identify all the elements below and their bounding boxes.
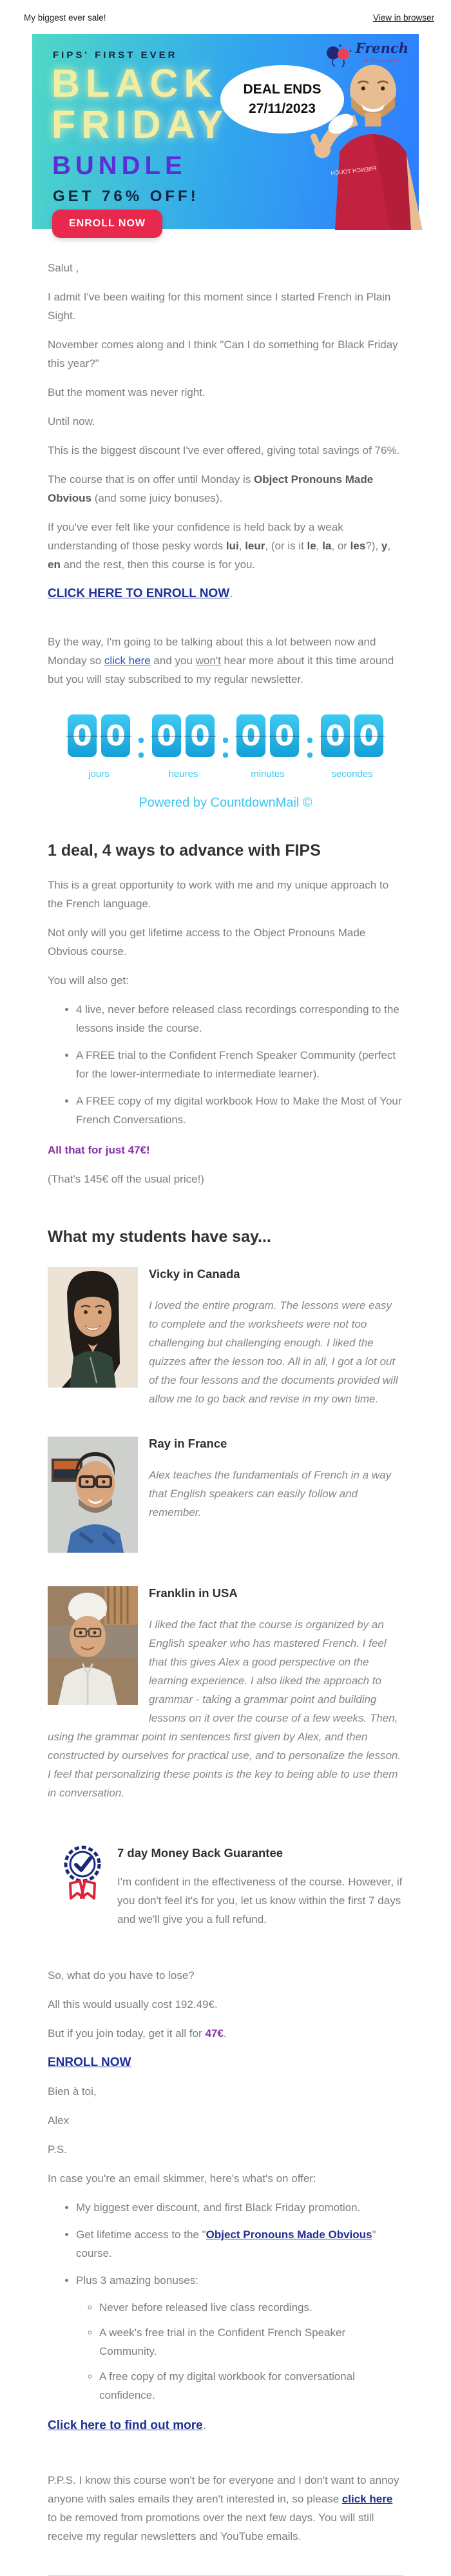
flip-digit: 0 [236, 714, 265, 757]
text-span: The course that is on offer until Monday is [48, 473, 254, 486]
flip-digit: 0 [101, 714, 130, 757]
signoff-name [48, 2111, 403, 2130]
text-span: P.P.S. I know this course won't be for everyone and I don't want to annoy anyone with sales emails they aren't interested in, so please [48, 2474, 399, 2505]
paragraph [48, 518, 403, 574]
text-span: But the moment was never right. [48, 386, 206, 398]
deal-ends-bubble [220, 65, 344, 133]
countdown-minutes [236, 714, 299, 783]
text-span: In case you're an email skimmer, here's what's on offer: [48, 2172, 316, 2185]
text-span: hear more about it this time around but you will stay subscribed to my regular newsletter. [48, 654, 394, 685]
testimonial-vicky [48, 1264, 403, 1408]
text-span: les [350, 540, 366, 552]
countdown-label: jours [88, 769, 110, 780]
brand-tagline: IN PLAIN SIGHT [363, 59, 400, 63]
text-span: So, what do you have to lose? [48, 1969, 195, 1981]
money-back-badge-icon [62, 1845, 102, 1904]
text-span: By the way, I'm going to be talking about this a lot between now and Monday so [48, 636, 376, 667]
flip-digit: 0 [152, 714, 181, 757]
bonus-sub-list [76, 2298, 403, 2404]
banner-title [52, 63, 229, 145]
testimonials-heading: What my students have say... [48, 1228, 271, 1246]
brand-logo [325, 42, 408, 69]
list-item [76, 2198, 403, 2217]
paragraph [48, 335, 403, 373]
price-line: All that for just 47€! [48, 1144, 150, 1156]
text-span: All this would usually cost 192.49€. [48, 1998, 218, 2011]
text-span: . [202, 2419, 206, 2432]
ray-photo [48, 1437, 138, 1553]
colon-separator [307, 738, 312, 758]
guarantee-text-wrap [117, 1844, 403, 1929]
paragraph [48, 288, 403, 325]
letter-content [32, 259, 419, 2576]
text-span: Plus 3 amazing bonuses: [76, 2274, 198, 2286]
text-span: Alex [48, 2114, 70, 2127]
franklin-photo [48, 1586, 138, 1705]
text-span: November comes along and I think "Can I do something for Black Friday this year?" [48, 339, 398, 369]
preheader-text: My biggest ever sale! [24, 13, 106, 23]
paragraph [48, 2024, 403, 2043]
countdown-seconds [321, 714, 383, 783]
text-span: 47€ [205, 2027, 224, 2040]
countdown-days [68, 714, 130, 783]
course-link[interactable]: Object Pronouns Made Obvious [206, 2228, 372, 2241]
text-span: (and some juicy bonuses). [91, 492, 223, 504]
cta-paragraph [48, 2416, 403, 2435]
paragraph [48, 1966, 403, 1985]
countdown-label: secondes [331, 769, 373, 780]
text-span: Salut , [48, 262, 79, 274]
colon-separator [223, 738, 228, 758]
countdown-label: heures [168, 769, 198, 780]
text-span: Get lifetime access to the " [76, 2228, 206, 2241]
paragraph [48, 470, 403, 507]
text-span: . [229, 587, 233, 600]
opt-out-link[interactable]: click here [104, 654, 151, 667]
text-span: le [307, 540, 316, 552]
banner-enroll-button[interactable]: ENROLL NOW [52, 210, 162, 238]
paragraph [48, 2169, 403, 2188]
text-span: , (or is it [265, 540, 307, 552]
text-span: , [387, 540, 391, 552]
flip-digit: 0 [186, 714, 215, 757]
enroll-now-link[interactable]: CLICK HERE TO ENROLL NOW [48, 587, 230, 600]
email-body [32, 34, 419, 2576]
pps-paragraph [48, 2471, 403, 2546]
testimonial-franklin [48, 1584, 403, 1802]
list-item: • 4 live, never before released class recordings corresponding to the lessons inside the course. [76, 1000, 403, 1037]
list-item: • A FREE trial to the Confident French Speaker Community (perfect for the lower-intermediate to intermediate learner). [76, 1046, 403, 1083]
text-span: ?), [365, 540, 381, 552]
brand-logo-text [356, 42, 408, 68]
testimonial-name: Franklin in USA [149, 1586, 238, 1600]
list-item: • A FREE copy of my digital workbook How to Make the Most of Your French Conversations. [76, 1092, 403, 1129]
bubble-line1: DEAL ENDS [243, 82, 321, 97]
find-out-more-link[interactable]: Click here to find out more [48, 2419, 203, 2432]
text-span: lui [225, 540, 239, 552]
paragraph [48, 383, 403, 402]
paragraph [48, 923, 403, 961]
banner-eyebrow: FIPS' FIRST EVER [53, 50, 178, 61]
text-span: . [223, 2027, 227, 2040]
banner-discount: GET 76% OFF! [53, 188, 199, 205]
greeting [48, 259, 403, 277]
guarantee-text: I'm confident in the effectiveness of the course. However, if you don't feel it's for you, let us know within the first 7 days and we'll give you a full refund. [117, 1876, 403, 1925]
list-item: ◦ A free copy of my digital workbook for conversational confidence. [99, 2367, 403, 2404]
offer-bullet-list [48, 1000, 403, 1129]
vicky-photo [48, 1267, 138, 1388]
countdown-powered-by: Powered by CountdownMail © [139, 796, 312, 810]
text-span: My biggest ever discount, and first Black Friday promotion. [76, 2201, 361, 2214]
text-span: I admit I've been waiting for this moment since I started French in Plain Sight. [48, 291, 391, 322]
hero-banner [32, 34, 419, 229]
text-span: and the rest, then this course is for you. [60, 558, 256, 571]
flip-digit: 0 [270, 714, 299, 757]
brand-name: French [355, 40, 408, 56]
list-item: ◦ Never before released live class recordings. [99, 2298, 403, 2317]
text-span: Not only will you get lifetime access to the Object Pronouns Made Obvious course. [48, 927, 366, 958]
svg-text:FRENCH TOUCH: FRENCH TOUCH [331, 165, 377, 177]
paragraph [48, 441, 403, 460]
countdown-hours [152, 714, 215, 783]
banner-title-line2: FRIDAY [52, 103, 229, 146]
guarantee-icon-wrap [48, 1845, 117, 1910]
list-item: ◦ A week's free trial in the Confident French Speaker Community. [99, 2323, 403, 2361]
paragraph [48, 876, 403, 913]
countdown-label: minutes [251, 769, 285, 780]
text-span: , [316, 540, 323, 552]
text-span: " course. [76, 2228, 376, 2259]
text-span: leur [245, 540, 265, 552]
text-span: You will also get: [48, 974, 130, 987]
colon-separator [139, 738, 144, 758]
testimonial-ray [48, 1434, 403, 1558]
signoff [48, 2082, 403, 2101]
summary-bullet-list [48, 2198, 403, 2404]
text-span: Object Pronouns Made Obvious [48, 473, 374, 504]
paragraph [48, 412, 403, 431]
guarantee-heading: 7 day Money Back Guarantee [117, 1846, 283, 1860]
flip-digit: 0 [321, 714, 350, 757]
list-item [76, 2271, 403, 2290]
offer-heading: 1 deal, 4 ways to advance with FIPS [48, 841, 321, 860]
bubble-line2: 27/11/2023 [249, 101, 316, 116]
remove-promotions-link[interactable]: click here [341, 2493, 393, 2505]
text-span: y [381, 540, 388, 552]
text-span: to be removed from promotions over the next few days. You will still receive my regular newsletters and YouTube emails. [48, 2512, 374, 2542]
testimonial-quote: I liked the fact that the course is organized by an English speaker who has mastered French. I feel that this gives Alex a good perspective on the learning experience. I also liked the approach to grammar - taking a grammar point and building lessons on it over the course of a few weeks. Then, using the grammar point in sentences first given by Alex, and then constructed by ourselves for practical use, and to personalize the lesson. I feel that personalizing these points is the key to being able to use them in conversation. [48, 1618, 401, 1799]
banner-title-line1: BLACK [52, 61, 218, 105]
text-span: , or [331, 540, 350, 552]
view-in-browser-link[interactable]: View in browser [372, 13, 434, 23]
testimonial-name: Ray in France [149, 1437, 227, 1450]
text-span: P.S. [48, 2143, 67, 2156]
savings-line: (That's 145€ off the usual price!) [48, 1173, 204, 1185]
text-span: Until now. [48, 415, 95, 428]
text-span: If you've ever felt like your confidence is held back by a weak understanding of those pesky words [48, 521, 343, 552]
banner-subtitle: BUNDLE [52, 152, 187, 180]
cta-paragraph [48, 584, 403, 603]
guarantee-section [48, 1844, 403, 1929]
cta-paragraph [48, 2053, 403, 2072]
text-span: Bien à toi, [48, 2085, 97, 2098]
text-span: la [322, 540, 332, 552]
list-item [76, 2225, 403, 2263]
enroll-now-bottom-link[interactable]: ENROLL NOW [48, 2056, 131, 2069]
text-span: , [238, 540, 245, 552]
text-span: en [48, 558, 61, 571]
countdown-timer [48, 714, 403, 812]
ps-label [48, 2140, 403, 2159]
text-span: But if you join today, get it all for [48, 2027, 206, 2040]
paragraph [48, 1995, 403, 2014]
text-span: and you [150, 654, 196, 667]
paragraph [48, 633, 403, 689]
text-span: This is a great opportunity to work with me and my unique approach to the French language. [48, 879, 389, 910]
flip-digit: 0 [68, 714, 97, 757]
preheader-row [0, 0, 451, 23]
text-span: This is the biggest discount I've ever offered, giving total savings of 76%. [48, 444, 400, 457]
flip-digit: 0 [354, 714, 383, 757]
testimonial-name: Vicky in Canada [149, 1267, 240, 1281]
balloons-icon [325, 42, 353, 69]
testimonial-quote: Alex teaches the fundamentals of French in a way that English speakers can easily follow and remember. [149, 1469, 392, 1519]
text-span: won't [195, 654, 221, 667]
testimonial-quote: I loved the entire program. The lessons were easy to complete and the worksheets were not too challenging but challenging enough. I liked the quizzes after the lesson too. All in all, I got a lot out of the four lessons and the documents provided will allow me to go back and revise in my own time. [149, 1299, 398, 1405]
paragraph [48, 971, 403, 990]
